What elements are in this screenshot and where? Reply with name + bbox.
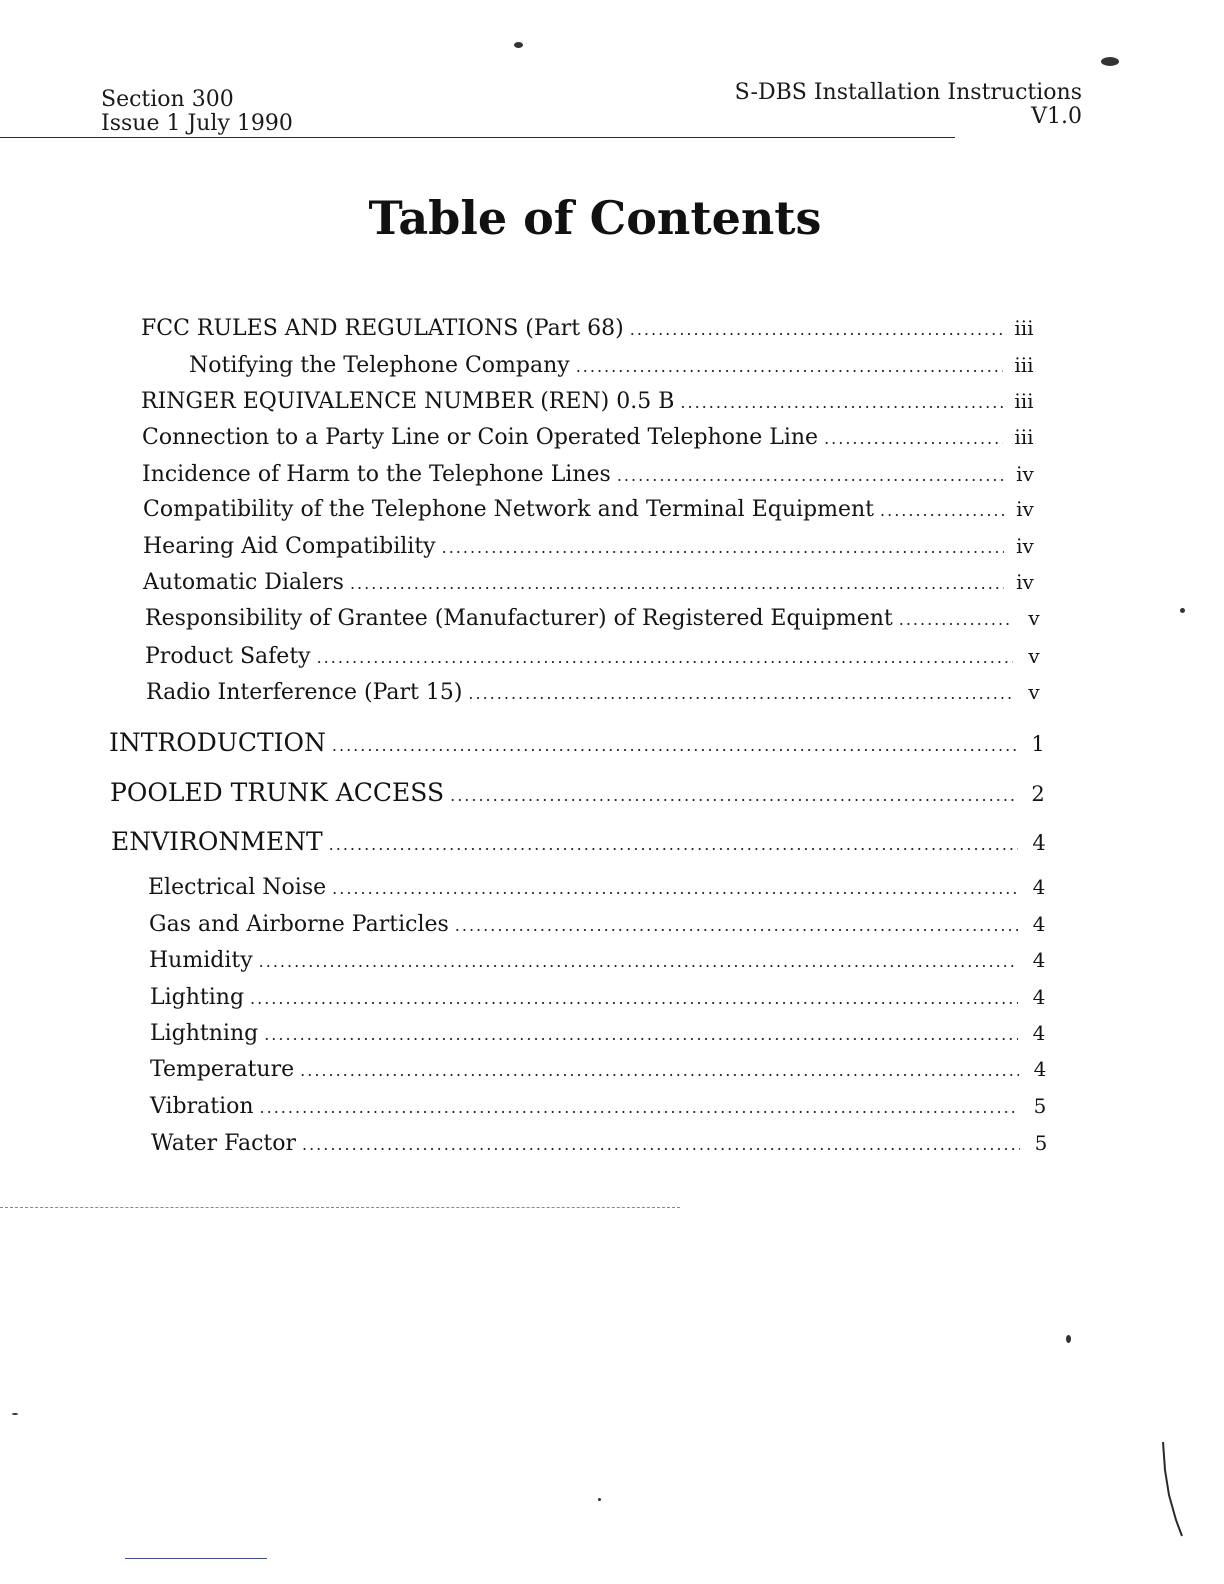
toc-entry-title: Compatibility of the Telephone Network and Terminal Equipment: [143, 497, 875, 522]
section-label: Section 300: [101, 87, 234, 112]
leader-dots: [468, 684, 1013, 703]
toc-entry-page: 2: [1031, 782, 1045, 806]
leader-dots: [332, 879, 1018, 898]
leader-dots: [250, 989, 1018, 1008]
toc-entry[interactable]: [141, 389, 1039, 419]
toc-entry-title: Electrical Noise: [148, 875, 327, 900]
toc-entry-title: Lightning: [150, 1021, 259, 1046]
leader-dots: [880, 501, 1004, 520]
toc-entry[interactable]: [145, 644, 1049, 674]
toc-entry[interactable]: [143, 497, 1040, 527]
toc-entry[interactable]: [151, 1131, 1056, 1161]
toc-entry[interactable]: [150, 1021, 1054, 1051]
toc-entry[interactable]: [142, 462, 1040, 492]
toc-entry-title: Vibration: [150, 1094, 254, 1119]
document-title: S-DBS Installation Instructions: [734, 80, 1082, 105]
toc-entry-title: Responsibility of Grantee (Manufacturer) of Registered Equipment: [145, 606, 893, 631]
bottom-blue-line: [125, 1558, 267, 1559]
leader-dots: [455, 916, 1018, 935]
toc-entry-page: 4: [1032, 1021, 1046, 1045]
header-left: [101, 88, 293, 136]
leader-dots: [576, 357, 1003, 376]
toc-entry-page: 4: [1032, 948, 1046, 972]
toc-entry[interactable]: [149, 912, 1054, 942]
toc-entry-title: Temperature: [150, 1057, 295, 1082]
toc-entry-title: FCC RULES AND REGULATIONS (Part 68): [141, 316, 624, 341]
toc-entry[interactable]: [149, 948, 1054, 978]
scan-mark: [1160, 1440, 1190, 1540]
toc-entry-title: Lighting: [150, 985, 245, 1010]
toc-entry-page: iii: [1014, 353, 1034, 377]
toc-entry-page: 1: [1031, 732, 1045, 756]
toc-entry-page: v: [1028, 680, 1040, 704]
leader-dots: [264, 1025, 1018, 1044]
leader-dots: [300, 1061, 1019, 1080]
toc-entry-title: Radio Interference (Part 15): [146, 680, 463, 705]
leader-dots: [350, 574, 1004, 593]
version-label: V1.0: [1031, 104, 1082, 129]
header-rule: [0, 137, 955, 138]
scan-speck: [1066, 1335, 1071, 1343]
toc-entry-page: 4: [1032, 831, 1046, 855]
scan-speck: [1180, 608, 1185, 613]
leader-dots: [680, 393, 1003, 412]
toc-entry-title: INTRODUCTION: [109, 728, 326, 757]
leader-dots: [630, 320, 1003, 339]
leader-dots: [450, 786, 1017, 805]
toc-entry-title: Gas and Airborne Particles: [149, 912, 449, 937]
toc-entry[interactable]: [111, 827, 1054, 857]
footer-rule: [0, 1207, 680, 1208]
toc-entry-title: Notifying the Telephone Company: [189, 353, 570, 378]
toc-entry[interactable]: [150, 1094, 1055, 1124]
toc-entry-title: Automatic Dialers: [143, 570, 344, 595]
scan-speck: [598, 1498, 601, 1501]
toc-entry[interactable]: [150, 1057, 1055, 1087]
leader-dots: [899, 610, 1013, 629]
leader-dots: [302, 1135, 1020, 1154]
toc-entry-page: iii: [1014, 425, 1034, 449]
toc-entry-title: Humidity: [149, 948, 253, 973]
leader-dots: [617, 466, 1004, 485]
toc-entry-page: 4: [1033, 1057, 1047, 1081]
toc-entry-page: iii: [1014, 389, 1034, 413]
issue-label: Issue 1 July 1990: [101, 111, 293, 136]
toc-entry[interactable]: [109, 728, 1053, 758]
leader-dots: [332, 736, 1017, 755]
toc-entry[interactable]: [143, 570, 1040, 600]
toc-entry-title: RINGER EQUIVALENCE NUMBER (REN) 0.5 B: [141, 389, 675, 414]
toc-entry[interactable]: [145, 606, 1049, 636]
toc-entry[interactable]: [141, 316, 1039, 346]
toc-entry-page: iv: [1016, 534, 1034, 558]
toc-entry-page: v: [1028, 606, 1040, 630]
leader-dots: [259, 952, 1018, 971]
toc-entry-page: 4: [1032, 875, 1046, 899]
toc-entry-title: Water Factor: [151, 1131, 296, 1156]
header-right: [735, 81, 1082, 129]
page-title: Table of Contents: [368, 191, 822, 245]
toc-entry-title: ENVIRONMENT: [111, 827, 323, 856]
scan-speck: [1101, 57, 1119, 66]
leader-dots: [329, 835, 1018, 854]
toc-entry[interactable]: [142, 425, 1039, 455]
leader-dots: [824, 429, 1003, 448]
toc-entry[interactable]: [146, 680, 1049, 710]
toc-entry-page: iv: [1016, 570, 1034, 594]
toc-entry-page: iv: [1016, 462, 1034, 486]
toc-entry-page: iv: [1016, 497, 1034, 521]
toc-entry-title: POOLED TRUNK ACCESS: [110, 778, 445, 807]
toc-entry[interactable]: [150, 985, 1054, 1015]
toc-entry-title: Incidence of Harm to the Telephone Lines: [142, 462, 611, 487]
toc-entry-page: 4: [1032, 912, 1046, 936]
toc-entry-page: 5: [1033, 1094, 1047, 1118]
toc-entry-title: Connection to a Party Line or Coin Operated Telephone Line: [142, 425, 819, 450]
scan-speck: [12, 1413, 18, 1415]
toc-entry-page: iii: [1014, 316, 1034, 340]
leader-dots: [442, 538, 1004, 557]
toc-entry-page: v: [1028, 644, 1040, 668]
toc-entry-title: Hearing Aid Compatibility: [143, 534, 436, 559]
leader-dots: [260, 1098, 1019, 1117]
toc-entry[interactable]: [148, 875, 1054, 905]
toc-entry[interactable]: [110, 778, 1053, 808]
toc-entry[interactable]: [143, 534, 1040, 564]
toc-entry-page: 4: [1032, 985, 1046, 1009]
leader-dots: [317, 648, 1013, 667]
scan-speck: [514, 42, 523, 48]
toc-entry-title: Product Safety: [145, 644, 311, 669]
toc-entry-page: 5: [1034, 1131, 1048, 1155]
toc-entry[interactable]: [189, 353, 1039, 383]
